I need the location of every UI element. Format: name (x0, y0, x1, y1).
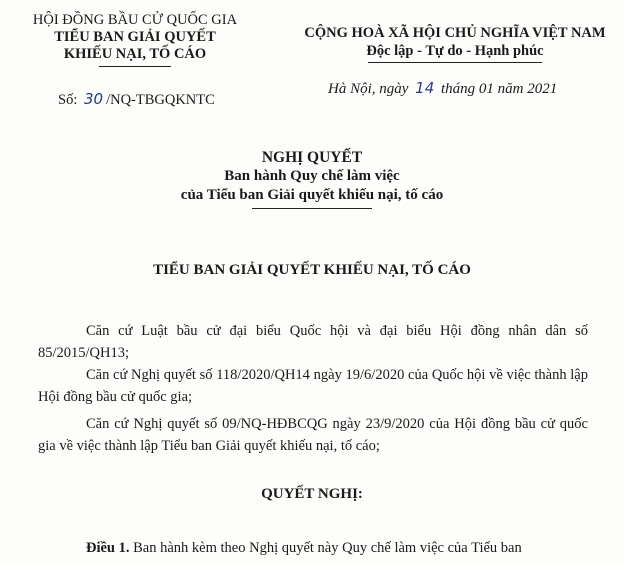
legal-basis-paragraph: Căn cứ Nghị quyết số 118/2020/QH14 ngày 19/6/2020 của Quốc hội về việc thành lập Hội đồng bầu cử quốc gia; (38, 367, 588, 405)
legal-basis-paragraph: Căn cứ Nghị quyết số 09/NQ-HĐBCQG ngày 23/9/2020 của Hội đồng bầu cử quốc gia về việc thành lập Tiểu ban Giải quyết khiếu nại, tố cáo; (38, 416, 588, 454)
issue-date (328, 79, 557, 98)
date-prefix: Hà Nội, ngày (328, 81, 409, 97)
article-1 (38, 537, 588, 559)
number-suffix: /NQ-TBGQKNTC (106, 92, 215, 108)
legal-basis-paragraph: Căn cứ Luật bầu cử đại biểu Quốc hội và đại biểu Hội đồng nhân dân số 85/2015/QH13; (38, 323, 588, 361)
article-1-label: Điều 1. (86, 540, 130, 556)
subcommittee-name-line2: KHIẾU NẠI, TỐ CÁO (63, 46, 207, 62)
article-1-text: Ban hành kèm theo Nghị quyết này Quy chế làm việc của Tiểu ban (133, 540, 522, 556)
title-divider (252, 208, 372, 209)
handwritten-day: 14 (415, 79, 435, 97)
decision-heading: QUYẾT NGHỊ: (261, 486, 363, 502)
agency-name: HỘI ĐỒNG BẦU CỬ QUỐC GIA (32, 12, 238, 28)
issuing-body-heading: TIỂU BAN GIẢI QUYẾT KHIẾU NẠI, TỐ CÁO (153, 262, 471, 278)
document-type: NGHỊ QUYẾT (261, 149, 363, 166)
national-motto: Độc lập - Tự do - Hạnh phúc (366, 43, 544, 59)
document-title-block (0, 148, 624, 209)
agency-divider (99, 66, 171, 67)
motto-divider (368, 62, 542, 63)
document-number (58, 90, 215, 109)
title-line-1: Ban hành Quy chế làm việc (224, 168, 400, 184)
handwritten-number: 30 (83, 90, 104, 108)
subcommittee-name-line1: TIỂU BAN GIẢI QUYẾT (54, 29, 216, 45)
national-header-block (300, 24, 610, 63)
title-line-2: của Tiểu ban Giải quyết khiếu nại, tố cáo (180, 187, 444, 203)
number-prefix: Số: (58, 92, 78, 108)
nation-name: CỘNG HOÀ XÃ HỘI CHỦ NGHĨA VIỆT NAM (304, 25, 606, 41)
issuing-agency-block (20, 12, 250, 67)
date-suffix: tháng 01 năm 2021 (441, 81, 558, 97)
